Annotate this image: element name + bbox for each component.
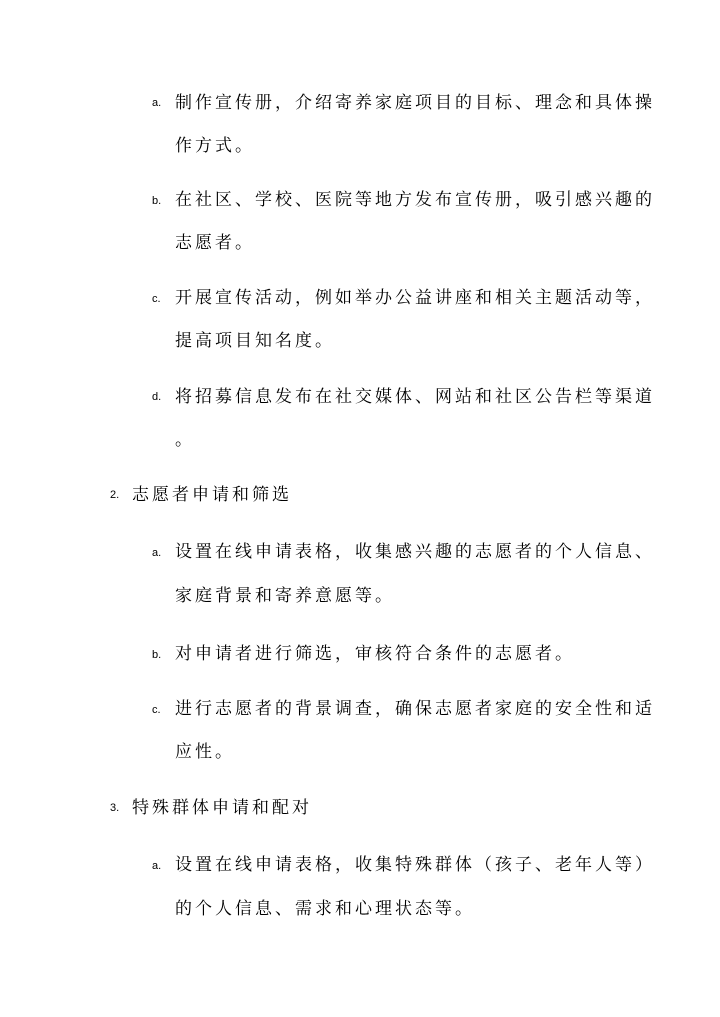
list-item-text: 的个人信息、需求和心理状态等。 [175, 899, 475, 919]
list-marker: c. [152, 704, 161, 716]
list-item-text: 家庭背景和寄养意愿等。 [175, 586, 395, 606]
list-marker: a. [152, 97, 162, 109]
list-item-text: 对申请者进行筛选，审核符合条件的志愿者。 [175, 644, 575, 664]
list-marker: d. [152, 391, 162, 403]
list-marker: a. [152, 547, 162, 559]
list-marker: b. [152, 649, 162, 661]
list-item-text: 开展宣传活动，例如举办公益讲座和相关主题活动等， [175, 288, 655, 308]
list-item-text: 设置在线申请表格，收集特殊群体（孩子、老年人等） [175, 855, 655, 875]
list-item-text: 志愿者。 [175, 233, 255, 253]
list-item-text: 。 [175, 430, 195, 450]
list-item-text: 进行志愿者的背景调查，确保志愿者家庭的安全性和适 [175, 699, 655, 719]
list-item-text: 应性。 [175, 742, 235, 762]
list-item-text: 制作宣传册，介绍寄养家庭项目的目标、理念和具体操 [175, 93, 655, 113]
section-title: 志愿者申请和筛选 [132, 485, 292, 505]
list-item-text: 在社区、学校、医院等地方发布宣传册，吸引感兴趣的 [175, 190, 655, 210]
list-marker: a. [152, 860, 162, 872]
list-item-text: 将招募信息发布在社交媒体、网站和社区公告栏等渠道 [175, 387, 655, 407]
list-item-text: 提高项目知名度。 [175, 331, 335, 351]
section-number: 2. [110, 489, 120, 501]
list-item-text: 设置在线申请表格，收集感兴趣的志愿者的个人信息、 [175, 542, 655, 562]
list-item-text: 作方式。 [175, 136, 255, 156]
section-title: 特殊群体申请和配对 [132, 798, 312, 818]
list-marker: b. [152, 195, 162, 207]
list-marker: c. [152, 293, 161, 305]
section-number: 3. [110, 802, 120, 814]
